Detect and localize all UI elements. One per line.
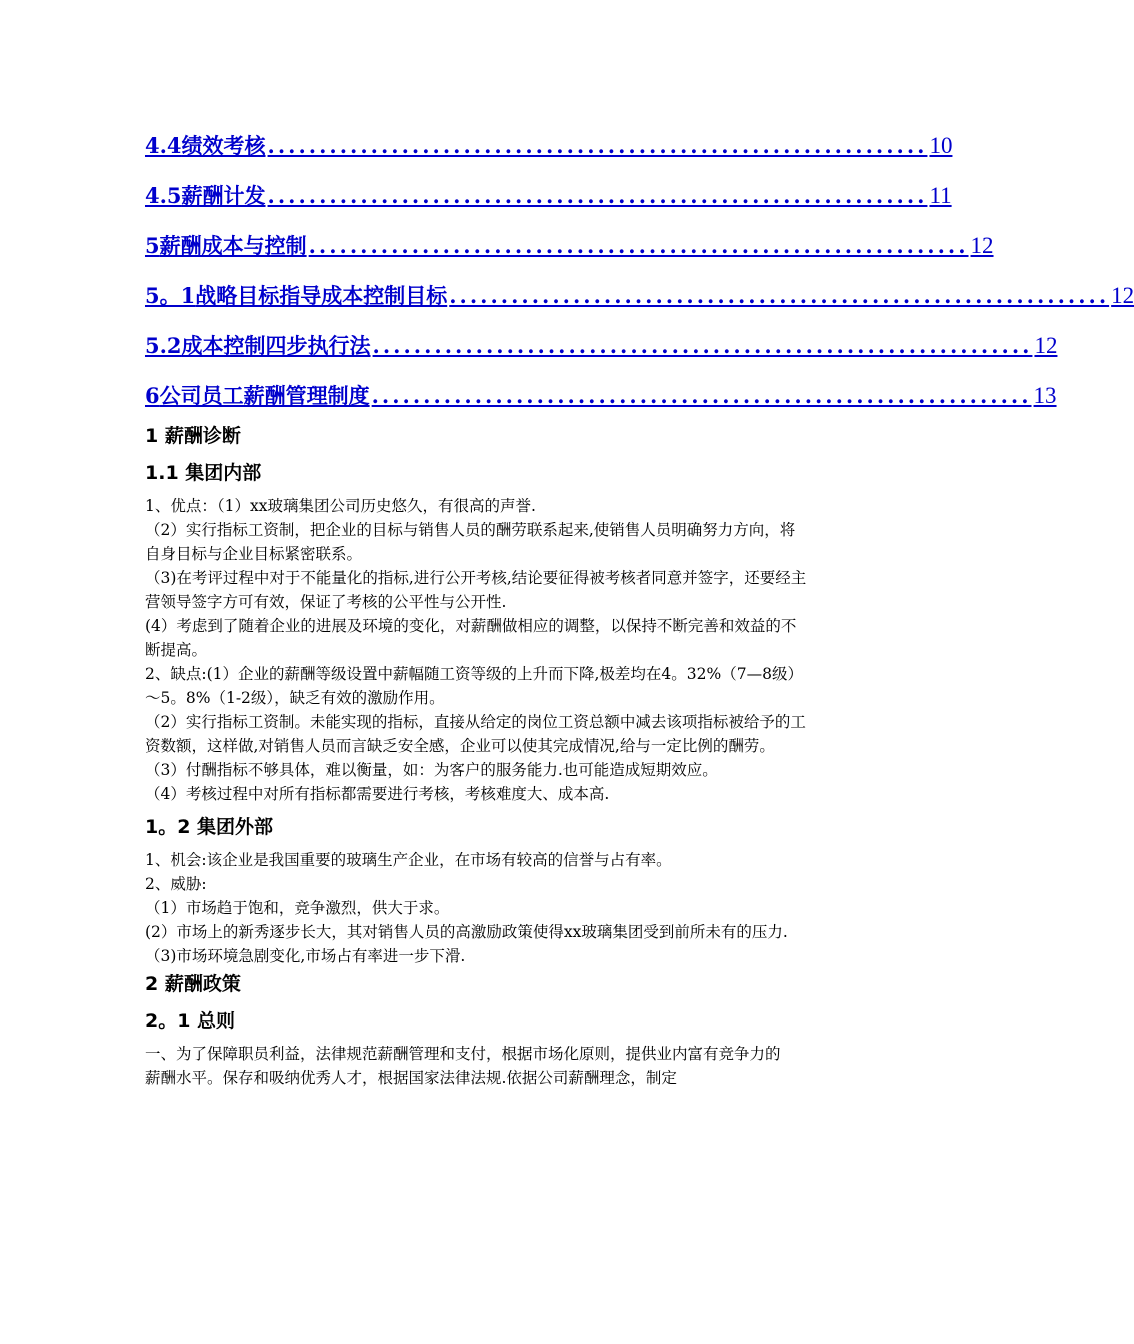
paragraph: (4）考虑到了随着企业的进展及环境的变化，对薪酬做相应的调整，以保持不断完善和效益的不断提高。 [145, 617, 797, 659]
paragraph: （1）市场趋于饱和，竞争激烈，供大于求。 [145, 899, 450, 917]
toc-entry[interactable] [145, 230, 994, 280]
toc-page-number: 11 [929, 183, 952, 208]
toc-leader-dots: ................................................................ [372, 333, 1033, 358]
toc-title: 薪酬成本与控制 [159, 233, 307, 258]
paragraph: （3)市场环境急剧变化,市场占有率进一步下滑. [145, 947, 466, 965]
paragraph: 一、为了保障职员利益，法律规范薪酬管理和支付，根据市场化原则，提供业内富有竞争力的 [145, 1045, 781, 1063]
paragraph: 2、缺点:(1）企业的薪酬等级设置中薪幅随工资等级的上升而下降,极差均在4。32%（7—8级）～5。8%（1-2级），缺乏有效的激励作用。 [145, 665, 803, 707]
section-heading: 2 薪酬政策 [145, 973, 241, 995]
toc-number: 5。1 [145, 283, 196, 308]
document-body [145, 420, 807, 1090]
toc-title: 公司员工薪酬管理制度 [159, 383, 370, 408]
toc-title: 绩效考核 [181, 133, 266, 158]
toc-title: 薪酬计发 [181, 183, 266, 208]
toc-entry[interactable] [145, 180, 952, 230]
paragraph: 1、机会:该企业是我国重要的玻璃生产企业，在市场有较高的信誉与占有率。 [145, 851, 672, 869]
toc-leader-dots: ................................................................ [371, 383, 1032, 408]
toc-number: 5 [145, 233, 160, 258]
toc-number: 4.4 [145, 133, 182, 158]
paragraph: （4）考核过程中对所有指标都需要进行考核，考核难度大、成本高. [145, 785, 610, 803]
toc-page-number: 12 [1034, 333, 1058, 358]
toc-leader-dots: ................................................................ [267, 183, 928, 208]
toc-page-number: 13 [1033, 383, 1057, 408]
section-heading: 1 薪酬诊断 [145, 425, 241, 447]
toc-leader-dots: ................................................................ [449, 283, 1110, 308]
subsection-heading: 2。1 总则 [145, 1010, 236, 1032]
toc-entry[interactable] [145, 330, 1058, 380]
paragraph: 1、优点：（1）xx玻璃集团公司历史悠久，有很高的声誉. [145, 497, 536, 515]
toc-number: 6 [145, 383, 160, 408]
toc-title: 成本控制四步执行法 [181, 333, 371, 358]
paragraph: （3）付酬指标不够具体，难以衡量，如：为客户的服务能力.也可能造成短期效应。 [145, 761, 718, 779]
paragraph: 2、威胁: [145, 875, 207, 893]
toc-page-number: 10 [929, 133, 953, 158]
toc-number: 4.5 [145, 183, 182, 208]
paragraph: (2）市场上的新秀逐步长大，其对销售人员的高激励政策使得xx玻璃集团受到前所未有的压力. [145, 923, 788, 941]
paragraph: （2）实行指标工资制。未能实现的指标，直接从给定的岗位工资总额中减去该项指标被给予的工资数额，这样做,对销售人员而言缺乏安全感，企业可以使其完成情况,给与一定比例的酬劳。 [145, 713, 806, 755]
toc-entry[interactable] [145, 130, 953, 180]
toc-leader-dots: ................................................................ [308, 233, 969, 258]
paragraph: （2）实行指标工资制，把企业的目标与销售人员的酬劳联系起来,使销售人员明确努力方向，将自身目标与企业目标紧密联系。 [145, 521, 796, 563]
paragraph: 薪酬水平。保存和吸纳优秀人才，根据国家法律法规.依据公司薪酬理念，制定 [145, 1069, 677, 1087]
toc-number: 5.2 [145, 333, 182, 358]
paragraph: （3)在考评过程中对于不能量化的指标,进行公开考核,结论要征得被考核者同意并签字，还要经主营领导签字方可有效，保证了考核的公平性与公开性. [145, 569, 807, 611]
toc-title: 战略目标指导成本控制目标 [195, 283, 448, 308]
toc-entry[interactable] [145, 280, 1134, 330]
subsection-heading: 1。2 集团外部 [145, 816, 274, 838]
subsection-heading: 1.1 集团内部 [145, 462, 262, 484]
toc-page-number: 12 [1111, 283, 1134, 308]
table-of-contents [145, 130, 1134, 430]
toc-leader-dots: ................................................................ [267, 133, 928, 158]
toc-page-number: 12 [970, 233, 994, 258]
